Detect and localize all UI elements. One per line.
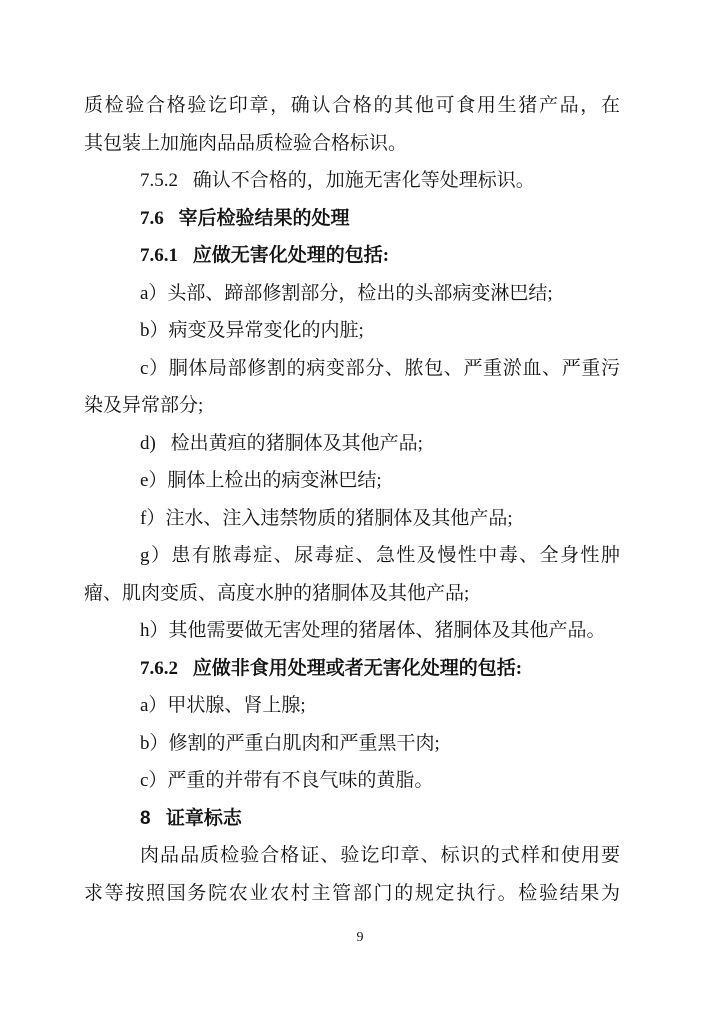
list-7-6-1-item-b: b）病变及异常变化的内脏;	[140, 320, 364, 341]
list-7-6-2-item-c: c）严重的并带有不良气味的黄脂。	[140, 770, 434, 791]
list-7-6-2-item-b: b）修割的严重白肌肉和严重黑干肉;	[140, 732, 440, 754]
list-7-6-1-item-g-line-2: 瘤、肌肉变质、高度水肿的猪胴体及其他产品;	[84, 582, 470, 604]
list-7-6-1-item-c-line-1: c）胴体局部修割的病变部分、脓包、严重淤血、严重污	[140, 357, 620, 379]
para-8-line-1: 肉品品质检验合格证、验讫印章、标识的式样和使用要	[140, 845, 620, 866]
heading-7-6-2: 7.6.2 应做非食用处理或者无害化处理的包括:	[140, 657, 523, 679]
para-752-intro-line-1: 质检验合格验讫印章，确认合格的其他可食用生猪产品，在	[84, 95, 620, 116]
para-8-line-2: 求等按照国务院农业农村主管部门的规定执行。检验结果为	[84, 882, 620, 904]
heading-8: 8 证章标志	[140, 807, 242, 829]
document-body	[84, 87, 620, 912]
list-7-6-1-item-c-line-2: 染及异常部分;	[84, 395, 204, 416]
list-7-6-1-item-a: a）头部、蹄部修割部分，检出的头部病变淋巴结;	[140, 282, 553, 304]
list-7-6-1-item-d: d) 检出黄疸的猪胴体及其他产品;	[140, 432, 423, 454]
list-7-6-2-item-a: a）甲状腺、肾上腺;	[140, 695, 306, 716]
list-7-6-1-item-e: e）胴体上检出的病变淋巴结;	[140, 470, 382, 491]
list-7-6-1-item-f: f）注水、注入违禁物质的猪胴体及其他产品;	[140, 507, 513, 529]
clause-7-5-2: 7.5.2 确认不合格的，加施无害化等处理标识。	[140, 170, 535, 191]
list-7-6-1-item-h: h）其他需要做无害处理的猪屠体、猪胴体及其他产品。	[140, 620, 606, 641]
heading-7-6-1: 7.6.1 应做无害化处理的包括:	[140, 245, 390, 266]
para-752-intro-line-2: 其包装上加施肉品品质检验合格标识。	[84, 132, 408, 154]
list-7-6-1-item-g-line-1: g）患有脓毒症、尿毒症、急性及慢性中毒、全身性肿	[140, 545, 620, 566]
heading-7-6: 7.6 宰后检验结果的处理	[140, 207, 350, 229]
page-number: 9	[356, 930, 364, 945]
